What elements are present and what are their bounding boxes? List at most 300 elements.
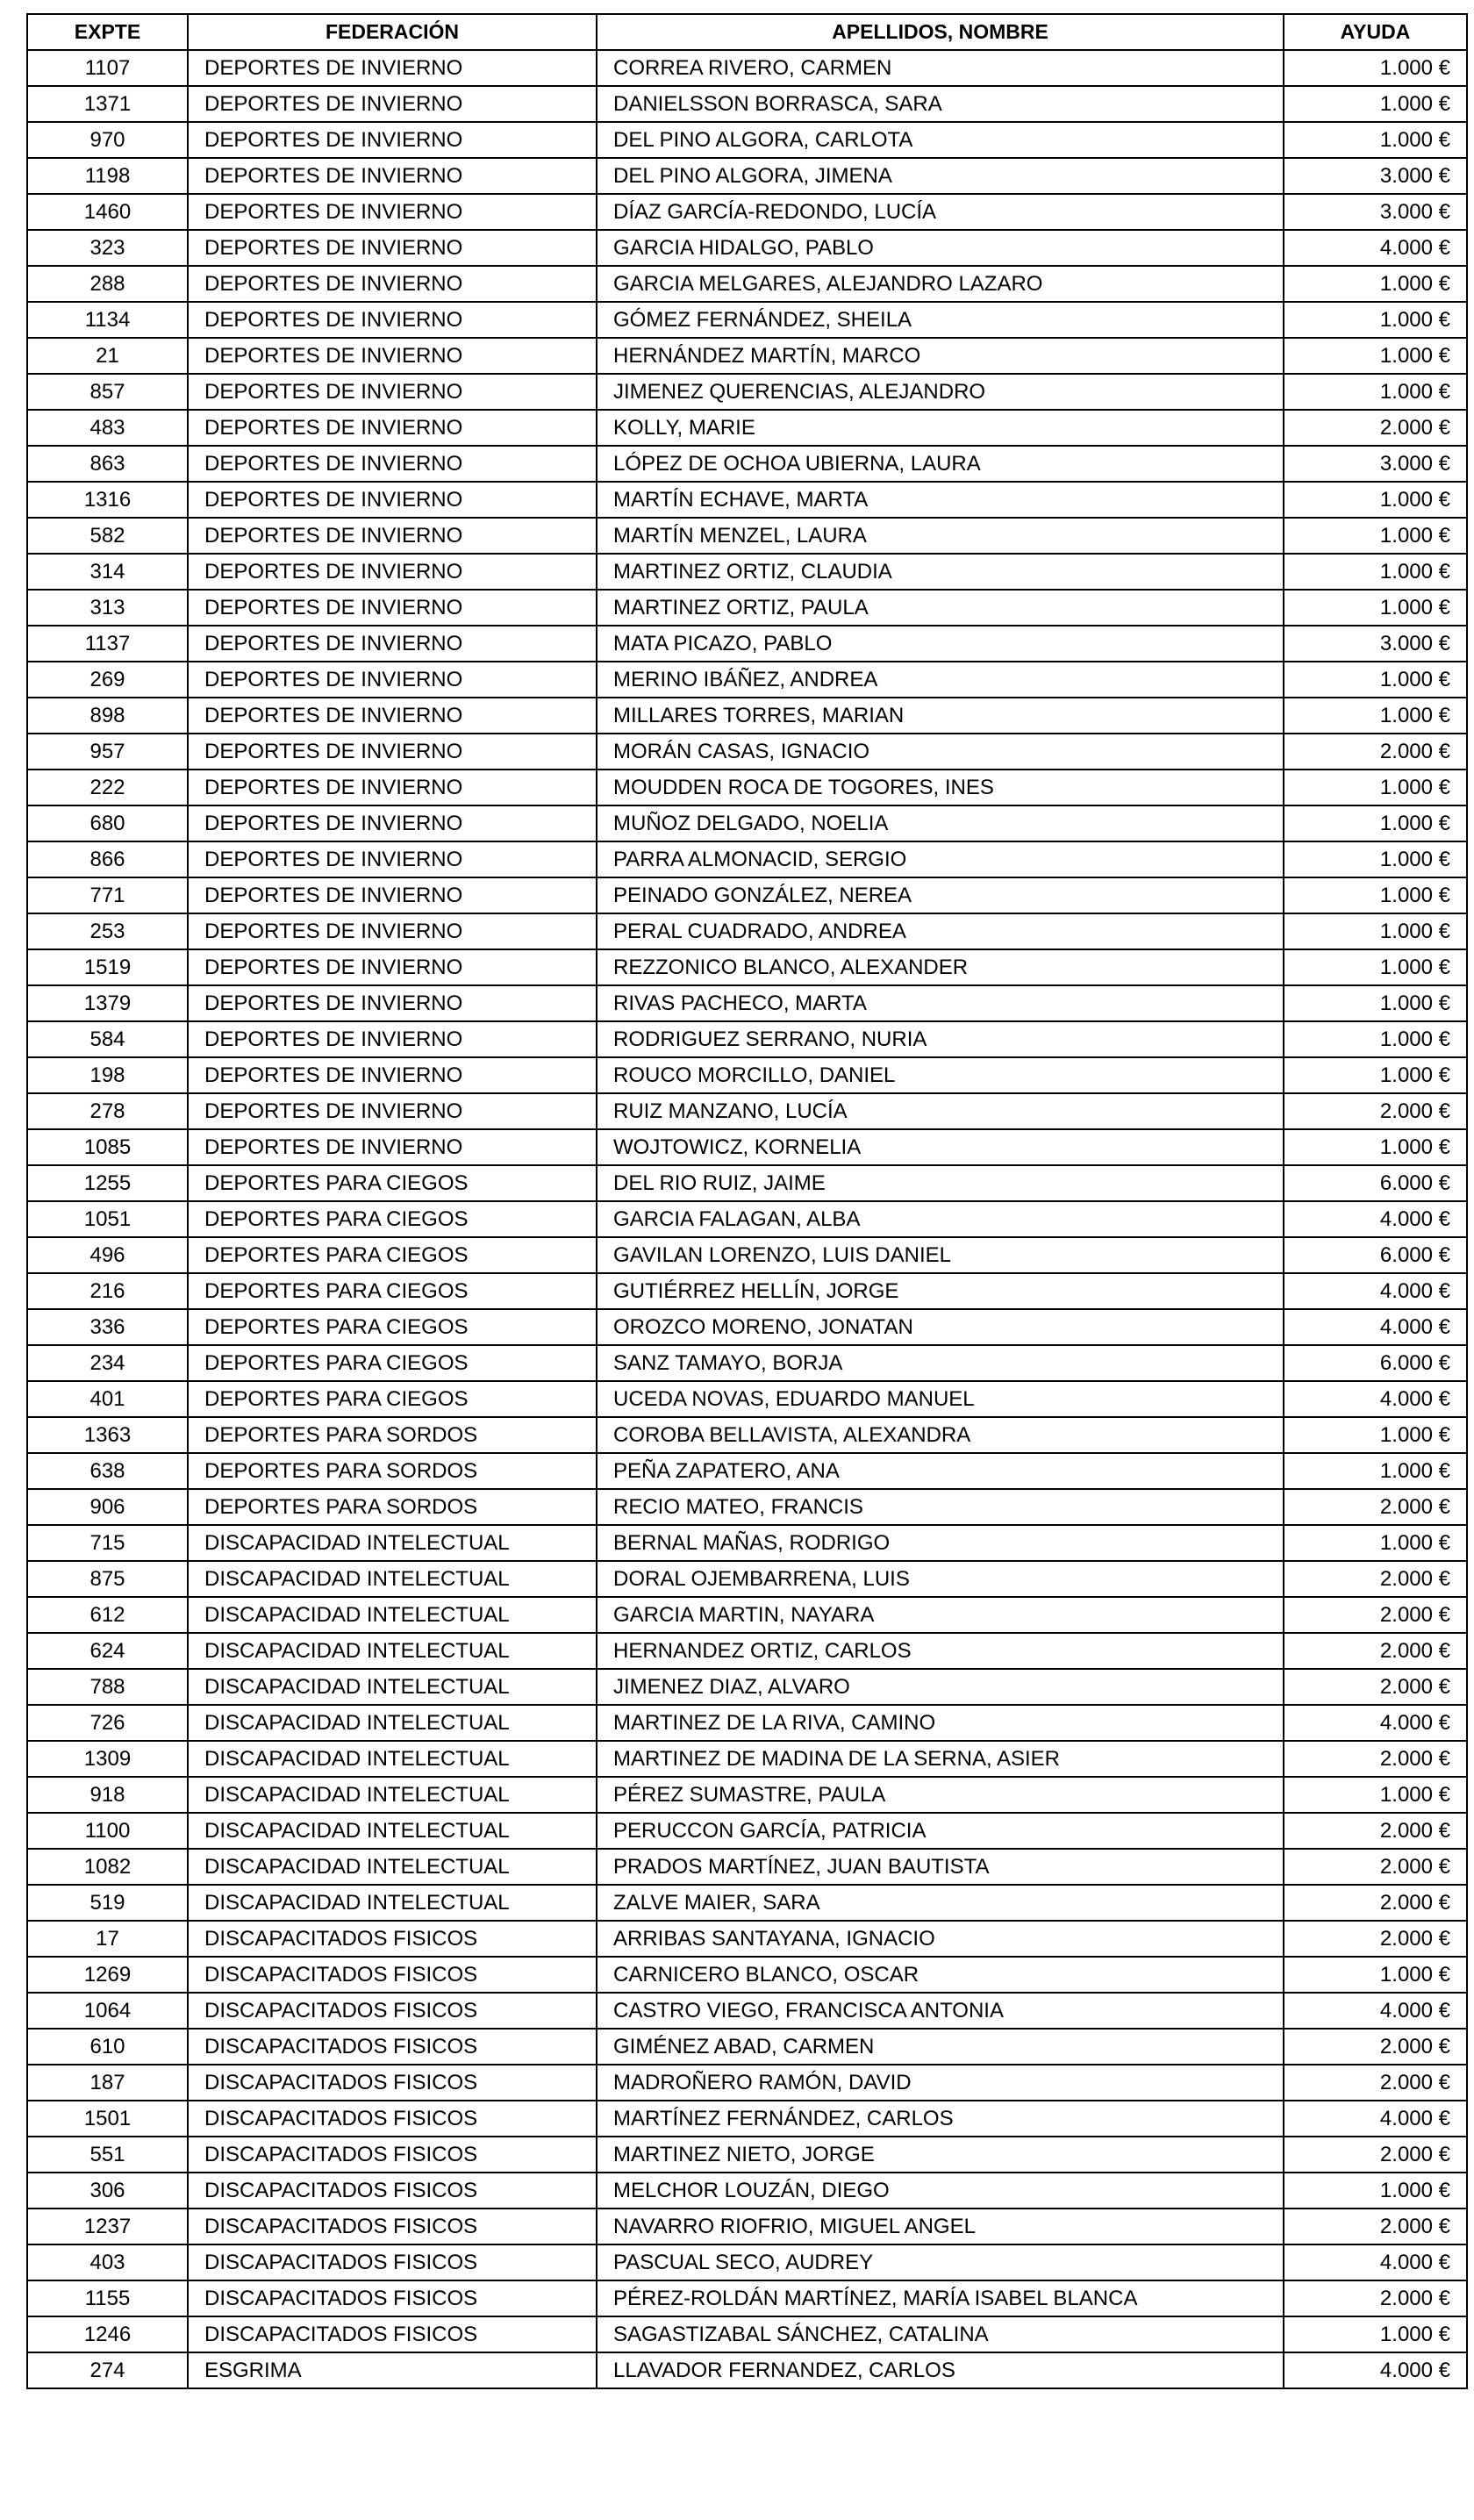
table-row xyxy=(27,122,1467,158)
table-row xyxy=(27,985,1467,1021)
cell-nombre: PERUCCON GARCÍA, PATRICIA xyxy=(597,1813,1284,1849)
cell-ayuda: 1.000 € xyxy=(1284,1057,1467,1093)
cell-expte: 1198 xyxy=(27,158,188,194)
cell-expte: 715 xyxy=(27,1525,188,1561)
cell-nombre: MARTINEZ DE LA RIVA, CAMINO xyxy=(597,1705,1284,1741)
table-header xyxy=(27,14,1467,50)
table-row xyxy=(27,1273,1467,1309)
table-row xyxy=(27,2280,1467,2316)
cell-ayuda: 2.000 € xyxy=(1284,2280,1467,2316)
table-row xyxy=(27,554,1467,590)
cell-nombre: BERNAL MAÑAS, RODRIGO xyxy=(597,1525,1284,1561)
cell-ayuda: 2.000 € xyxy=(1284,1813,1467,1849)
cell-federacion: DISCAPACITADOS FISICOS xyxy=(188,1993,597,2029)
cell-ayuda: 4.000 € xyxy=(1284,230,1467,266)
cell-expte: 187 xyxy=(27,2065,188,2101)
cell-expte: 584 xyxy=(27,1021,188,1057)
cell-nombre: PRADOS MARTÍNEZ, JUAN BAUTISTA xyxy=(597,1849,1284,1885)
cell-federacion: DEPORTES PARA SORDOS xyxy=(188,1417,597,1453)
cell-federacion: DEPORTES DE INVIERNO xyxy=(188,1021,597,1057)
cell-ayuda: 1.000 € xyxy=(1284,50,1467,86)
cell-ayuda: 1.000 € xyxy=(1284,985,1467,1021)
cell-federacion: DEPORTES DE INVIERNO xyxy=(188,841,597,877)
cell-expte: 726 xyxy=(27,1705,188,1741)
cell-federacion: DISCAPACIDAD INTELECTUAL xyxy=(188,1669,597,1705)
cell-expte: 1237 xyxy=(27,2209,188,2244)
table-body xyxy=(27,50,1467,2388)
cell-nombre: DÍAZ GARCÍA-REDONDO, LUCÍA xyxy=(597,194,1284,230)
cell-federacion: DISCAPACITADOS FISICOS xyxy=(188,2316,597,2352)
table-row xyxy=(27,1057,1467,1093)
cell-ayuda: 4.000 € xyxy=(1284,2244,1467,2280)
cell-expte: 1309 xyxy=(27,1741,188,1777)
header-row xyxy=(27,14,1467,50)
cell-federacion: DISCAPACITADOS FISICOS xyxy=(188,2065,597,2101)
cell-expte: 234 xyxy=(27,1345,188,1381)
cell-federacion: DISCAPACITADOS FISICOS xyxy=(188,2101,597,2137)
cell-ayuda: 1.000 € xyxy=(1284,913,1467,949)
cell-ayuda: 3.000 € xyxy=(1284,446,1467,482)
cell-federacion: DISCAPACITADOS FISICOS xyxy=(188,1921,597,1957)
cell-federacion: ESGRIMA xyxy=(188,2352,597,2388)
cell-ayuda: 4.000 € xyxy=(1284,1993,1467,2029)
cell-federacion: DEPORTES PARA CIEGOS xyxy=(188,1309,597,1345)
header-federacion: FEDERACIÓN xyxy=(188,14,597,50)
table-row xyxy=(27,1849,1467,1885)
cell-nombre: DEL PINO ALGORA, JIMENA xyxy=(597,158,1284,194)
table-row xyxy=(27,50,1467,86)
cell-ayuda: 4.000 € xyxy=(1284,2101,1467,2137)
table-row xyxy=(27,1741,1467,1777)
cell-nombre: DEL PINO ALGORA, CARLOTA xyxy=(597,122,1284,158)
cell-ayuda: 2.000 € xyxy=(1284,734,1467,770)
cell-ayuda: 1.000 € xyxy=(1284,374,1467,410)
cell-federacion: DEPORTES DE INVIERNO xyxy=(188,302,597,338)
table-row xyxy=(27,482,1467,518)
header-nombre: APELLIDOS, NOMBRE xyxy=(597,14,1284,50)
cell-nombre: GAVILAN LORENZO, LUIS DANIEL xyxy=(597,1237,1284,1273)
cell-ayuda: 2.000 € xyxy=(1284,1597,1467,1633)
cell-federacion: DEPORTES DE INVIERNO xyxy=(188,86,597,122)
table-row xyxy=(27,1381,1467,1417)
cell-federacion: DISCAPACIDAD INTELECTUAL xyxy=(188,1813,597,1849)
cell-nombre: HERNANDEZ ORTIZ, CARLOS xyxy=(597,1633,1284,1669)
cell-expte: 1371 xyxy=(27,86,188,122)
table-row xyxy=(27,1417,1467,1453)
table-row xyxy=(27,1309,1467,1345)
cell-nombre: MARTINEZ ORTIZ, CLAUDIA xyxy=(597,554,1284,590)
cell-expte: 222 xyxy=(27,770,188,805)
cell-ayuda: 6.000 € xyxy=(1284,1165,1467,1201)
cell-expte: 1064 xyxy=(27,1993,188,2029)
cell-federacion: DEPORTES DE INVIERNO xyxy=(188,1057,597,1093)
header-ayuda: AYUDA xyxy=(1284,14,1467,50)
cell-federacion: DEPORTES DE INVIERNO xyxy=(188,913,597,949)
cell-ayuda: 2.000 € xyxy=(1284,410,1467,446)
cell-expte: 582 xyxy=(27,518,188,554)
table-row xyxy=(27,1705,1467,1741)
cell-nombre: RIVAS PACHECO, MARTA xyxy=(597,985,1284,1021)
cell-nombre: PÉREZ-ROLDÁN MARTÍNEZ, MARÍA ISABEL BLANCA xyxy=(597,2280,1284,2316)
cell-ayuda: 3.000 € xyxy=(1284,626,1467,662)
cell-nombre: PARRA ALMONACID, SERGIO xyxy=(597,841,1284,877)
cell-expte: 336 xyxy=(27,1309,188,1345)
table-row xyxy=(27,2352,1467,2388)
cell-ayuda: 1.000 € xyxy=(1284,805,1467,841)
table-row xyxy=(27,2173,1467,2209)
cell-nombre: GARCIA MELGARES, ALEJANDRO LAZARO xyxy=(597,266,1284,302)
table-row xyxy=(27,805,1467,841)
cell-expte: 1082 xyxy=(27,1849,188,1885)
cell-ayuda: 1.000 € xyxy=(1284,2173,1467,2209)
cell-expte: 323 xyxy=(27,230,188,266)
cell-ayuda: 2.000 € xyxy=(1284,2065,1467,2101)
cell-federacion: DEPORTES DE INVIERNO xyxy=(188,50,597,86)
header-expte: EXPTE xyxy=(27,14,188,50)
cell-nombre: RODRIGUEZ SERRANO, NURIA xyxy=(597,1021,1284,1057)
cell-expte: 403 xyxy=(27,2244,188,2280)
cell-federacion: DEPORTES PARA SORDOS xyxy=(188,1453,597,1489)
cell-federacion: DISCAPACIDAD INTELECTUAL xyxy=(188,1633,597,1669)
cell-nombre: CORREA RIVERO, CARMEN xyxy=(597,50,1284,86)
cell-federacion: DEPORTES DE INVIERNO xyxy=(188,949,597,985)
table-row xyxy=(27,1093,1467,1129)
cell-expte: 1501 xyxy=(27,2101,188,2137)
cell-expte: 17 xyxy=(27,1921,188,1957)
table-row xyxy=(27,266,1467,302)
cell-expte: 269 xyxy=(27,662,188,698)
cell-nombre: PEÑA ZAPATERO, ANA xyxy=(597,1453,1284,1489)
cell-expte: 612 xyxy=(27,1597,188,1633)
cell-nombre: SAGASTIZABAL SÁNCHEZ, CATALINA xyxy=(597,2316,1284,2352)
table-row xyxy=(27,590,1467,626)
cell-nombre: MILLARES TORRES, MARIAN xyxy=(597,698,1284,734)
cell-ayuda: 2.000 € xyxy=(1284,1633,1467,1669)
cell-federacion: DEPORTES DE INVIERNO xyxy=(188,266,597,302)
cell-federacion: DEPORTES DE INVIERNO xyxy=(188,1129,597,1165)
cell-expte: 1316 xyxy=(27,482,188,518)
table-row xyxy=(27,2065,1467,2101)
table-row xyxy=(27,770,1467,805)
cell-federacion: DISCAPACIDAD INTELECTUAL xyxy=(188,1849,597,1885)
cell-ayuda: 2.000 € xyxy=(1284,2209,1467,2244)
cell-ayuda: 3.000 € xyxy=(1284,194,1467,230)
table-row xyxy=(27,1165,1467,1201)
cell-expte: 216 xyxy=(27,1273,188,1309)
cell-ayuda: 1.000 € xyxy=(1284,1453,1467,1489)
table-row xyxy=(27,1201,1467,1237)
cell-ayuda: 2.000 € xyxy=(1284,1921,1467,1957)
cell-ayuda: 4.000 € xyxy=(1284,1273,1467,1309)
cell-nombre: GUTIÉRREZ HELLÍN, JORGE xyxy=(597,1273,1284,1309)
cell-ayuda: 2.000 € xyxy=(1284,1561,1467,1597)
cell-federacion: DEPORTES DE INVIERNO xyxy=(188,590,597,626)
cell-nombre: PÉREZ SUMASTRE, PAULA xyxy=(597,1777,1284,1813)
cell-nombre: DORAL OJEMBARRENA, LUIS xyxy=(597,1561,1284,1597)
table-row xyxy=(27,518,1467,554)
table-row xyxy=(27,230,1467,266)
cell-nombre: GÓMEZ FERNÁNDEZ, SHEILA xyxy=(597,302,1284,338)
cell-ayuda: 4.000 € xyxy=(1284,1381,1467,1417)
cell-expte: 1137 xyxy=(27,626,188,662)
table-row xyxy=(27,1777,1467,1813)
cell-federacion: DISCAPACITADOS FISICOS xyxy=(188,2209,597,2244)
cell-nombre: JIMENEZ DIAZ, ALVARO xyxy=(597,1669,1284,1705)
table-row xyxy=(27,1237,1467,1273)
cell-ayuda: 1.000 € xyxy=(1284,518,1467,554)
cell-federacion: DEPORTES DE INVIERNO xyxy=(188,805,597,841)
cell-expte: 1519 xyxy=(27,949,188,985)
cell-nombre: WOJTOWICZ, KORNELIA xyxy=(597,1129,1284,1165)
cell-ayuda: 2.000 € xyxy=(1284,1885,1467,1921)
cell-nombre: GARCIA HIDALGO, PABLO xyxy=(597,230,1284,266)
cell-ayuda: 1.000 € xyxy=(1284,1957,1467,1993)
cell-expte: 1246 xyxy=(27,2316,188,2352)
cell-ayuda: 1.000 € xyxy=(1284,662,1467,698)
cell-ayuda: 4.000 € xyxy=(1284,1705,1467,1741)
cell-expte: 918 xyxy=(27,1777,188,1813)
table-row xyxy=(27,410,1467,446)
cell-expte: 288 xyxy=(27,266,188,302)
cell-federacion: DEPORTES DE INVIERNO xyxy=(188,122,597,158)
cell-nombre: UCEDA NOVAS, EDUARDO MANUEL xyxy=(597,1381,1284,1417)
table-row xyxy=(27,2244,1467,2280)
cell-nombre: RUIZ MANZANO, LUCÍA xyxy=(597,1093,1284,1129)
cell-ayuda: 1.000 € xyxy=(1284,1525,1467,1561)
cell-expte: 253 xyxy=(27,913,188,949)
cell-ayuda: 1.000 € xyxy=(1284,1777,1467,1813)
cell-ayuda: 1.000 € xyxy=(1284,482,1467,518)
table-row xyxy=(27,446,1467,482)
cell-nombre: ARRIBAS SANTAYANA, IGNACIO xyxy=(597,1921,1284,1957)
cell-nombre: MOUDDEN ROCA DE TOGORES, INES xyxy=(597,770,1284,805)
table-row xyxy=(27,2209,1467,2244)
cell-federacion: DISCAPACIDAD INTELECTUAL xyxy=(188,1741,597,1777)
cell-nombre: LLAVADOR FERNANDEZ, CARLOS xyxy=(597,2352,1284,2388)
cell-ayuda: 2.000 € xyxy=(1284,1669,1467,1705)
table-row xyxy=(27,1345,1467,1381)
table-row xyxy=(27,1993,1467,2029)
cell-expte: 313 xyxy=(27,590,188,626)
cell-expte: 519 xyxy=(27,1885,188,1921)
table-row xyxy=(27,2029,1467,2065)
cell-ayuda: 4.000 € xyxy=(1284,1309,1467,1345)
cell-expte: 274 xyxy=(27,2352,188,2388)
cell-ayuda: 2.000 € xyxy=(1284,1849,1467,1885)
cell-expte: 857 xyxy=(27,374,188,410)
table-row xyxy=(27,841,1467,877)
cell-ayuda: 1.000 € xyxy=(1284,338,1467,374)
table-row xyxy=(27,1525,1467,1561)
cell-expte: 314 xyxy=(27,554,188,590)
table-row xyxy=(27,1561,1467,1597)
table-row xyxy=(27,302,1467,338)
cell-expte: 551 xyxy=(27,2137,188,2173)
cell-expte: 1379 xyxy=(27,985,188,1021)
cell-federacion: DEPORTES DE INVIERNO xyxy=(188,410,597,446)
cell-ayuda: 1.000 € xyxy=(1284,1129,1467,1165)
cell-ayuda: 6.000 € xyxy=(1284,1237,1467,1273)
cell-federacion: DISCAPACIDAD INTELECTUAL xyxy=(188,1705,597,1741)
cell-nombre: MORÁN CASAS, IGNACIO xyxy=(597,734,1284,770)
cell-federacion: DEPORTES DE INVIERNO xyxy=(188,662,597,698)
cell-expte: 1134 xyxy=(27,302,188,338)
cell-nombre: MARTÍNEZ FERNÁNDEZ, CARLOS xyxy=(597,2101,1284,2137)
cell-ayuda: 2.000 € xyxy=(1284,1093,1467,1129)
table-row xyxy=(27,1957,1467,1993)
cell-nombre: CASTRO VIEGO, FRANCISCA ANTONIA xyxy=(597,1993,1284,2029)
cell-expte: 1155 xyxy=(27,2280,188,2316)
cell-nombre: KOLLY, MARIE xyxy=(597,410,1284,446)
cell-ayuda: 2.000 € xyxy=(1284,1741,1467,1777)
cell-federacion: DEPORTES DE INVIERNO xyxy=(188,734,597,770)
table-row xyxy=(27,194,1467,230)
cell-expte: 1460 xyxy=(27,194,188,230)
cell-expte: 306 xyxy=(27,2173,188,2209)
cell-federacion: DEPORTES PARA SORDOS xyxy=(188,1489,597,1525)
cell-federacion: DEPORTES DE INVIERNO xyxy=(188,985,597,1021)
cell-federacion: DEPORTES PARA CIEGOS xyxy=(188,1237,597,1273)
cell-expte: 898 xyxy=(27,698,188,734)
table-row xyxy=(27,949,1467,985)
cell-expte: 638 xyxy=(27,1453,188,1489)
cell-nombre: GIMÉNEZ ABAD, CARMEN xyxy=(597,2029,1284,2065)
cell-ayuda: 1.000 € xyxy=(1284,877,1467,913)
cell-expte: 771 xyxy=(27,877,188,913)
table-row xyxy=(27,2101,1467,2137)
cell-ayuda: 1.000 € xyxy=(1284,2316,1467,2352)
cell-ayuda: 1.000 € xyxy=(1284,1021,1467,1057)
cell-federacion: DISCAPACITADOS FISICOS xyxy=(188,2137,597,2173)
cell-expte: 863 xyxy=(27,446,188,482)
cell-nombre: PASCUAL SECO, AUDREY xyxy=(597,2244,1284,2280)
table-row xyxy=(27,877,1467,913)
cell-nombre: MARTÍN ECHAVE, MARTA xyxy=(597,482,1284,518)
cell-federacion: DEPORTES DE INVIERNO xyxy=(188,877,597,913)
table-row xyxy=(27,698,1467,734)
table-row xyxy=(27,1633,1467,1669)
cell-expte: 1100 xyxy=(27,1813,188,1849)
table-row xyxy=(27,86,1467,122)
cell-federacion: DEPORTES DE INVIERNO xyxy=(188,770,597,805)
cell-nombre: MUÑOZ DELGADO, NOELIA xyxy=(597,805,1284,841)
cell-federacion: DEPORTES DE INVIERNO xyxy=(188,482,597,518)
cell-federacion: DEPORTES PARA CIEGOS xyxy=(188,1381,597,1417)
cell-nombre: NAVARRO RIOFRIO, MIGUEL ANGEL xyxy=(597,2209,1284,2244)
cell-nombre: OROZCO MORENO, JONATAN xyxy=(597,1309,1284,1345)
cell-nombre: HERNÁNDEZ MARTÍN, MARCO xyxy=(597,338,1284,374)
table-row xyxy=(27,1021,1467,1057)
cell-nombre: REZZONICO BLANCO, ALEXANDER xyxy=(597,949,1284,985)
table-row xyxy=(27,1813,1467,1849)
cell-nombre: SANZ TAMAYO, BORJA xyxy=(597,1345,1284,1381)
cell-ayuda: 1.000 € xyxy=(1284,590,1467,626)
cell-federacion: DEPORTES DE INVIERNO xyxy=(188,554,597,590)
cell-ayuda: 4.000 € xyxy=(1284,2352,1467,2388)
table-row xyxy=(27,1453,1467,1489)
table-row xyxy=(27,1669,1467,1705)
cell-ayuda: 1.000 € xyxy=(1284,302,1467,338)
cell-federacion: DISCAPACIDAD INTELECTUAL xyxy=(188,1885,597,1921)
cell-federacion: DEPORTES DE INVIERNO xyxy=(188,626,597,662)
cell-ayuda: 2.000 € xyxy=(1284,2029,1467,2065)
cell-federacion: DISCAPACITADOS FISICOS xyxy=(188,2173,597,2209)
cell-nombre: MATA PICAZO, PABLO xyxy=(597,626,1284,662)
cell-nombre: MADROÑERO RAMÓN, DAVID xyxy=(597,2065,1284,2101)
cell-expte: 1269 xyxy=(27,1957,188,1993)
cell-expte: 1051 xyxy=(27,1201,188,1237)
cell-federacion: DEPORTES DE INVIERNO xyxy=(188,1093,597,1129)
cell-expte: 1107 xyxy=(27,50,188,86)
cell-ayuda: 2.000 € xyxy=(1284,1489,1467,1525)
cell-federacion: DISCAPACIDAD INTELECTUAL xyxy=(188,1597,597,1633)
cell-federacion: DEPORTES DE INVIERNO xyxy=(188,194,597,230)
cell-federacion: DEPORTES DE INVIERNO xyxy=(188,338,597,374)
cell-ayuda: 3.000 € xyxy=(1284,158,1467,194)
table-row xyxy=(27,158,1467,194)
cell-nombre: CARNICERO BLANCO, OSCAR xyxy=(597,1957,1284,1993)
cell-expte: 483 xyxy=(27,410,188,446)
cell-federacion: DISCAPACITADOS FISICOS xyxy=(188,1957,597,1993)
cell-federacion: DISCAPACITADOS FISICOS xyxy=(188,2029,597,2065)
cell-ayuda: 1.000 € xyxy=(1284,770,1467,805)
table-row xyxy=(27,626,1467,662)
cell-nombre: LÓPEZ DE OCHOA UBIERNA, LAURA xyxy=(597,446,1284,482)
cell-federacion: DEPORTES DE INVIERNO xyxy=(188,698,597,734)
cell-nombre: DEL RIO RUIZ, JAIME xyxy=(597,1165,1284,1201)
cell-nombre: MELCHOR LOUZÁN, DIEGO xyxy=(597,2173,1284,2209)
cell-nombre: MARTINEZ NIETO, JORGE xyxy=(597,2137,1284,2173)
cell-expte: 198 xyxy=(27,1057,188,1093)
table-row xyxy=(27,913,1467,949)
table-row xyxy=(27,1489,1467,1525)
cell-ayuda: 1.000 € xyxy=(1284,554,1467,590)
cell-expte: 610 xyxy=(27,2029,188,2065)
cell-federacion: DEPORTES DE INVIERNO xyxy=(188,446,597,482)
cell-federacion: DISCAPACIDAD INTELECTUAL xyxy=(188,1777,597,1813)
cell-federacion: DISCAPACIDAD INTELECTUAL xyxy=(188,1525,597,1561)
cell-nombre: PERAL CUADRADO, ANDREA xyxy=(597,913,1284,949)
table-row xyxy=(27,734,1467,770)
cell-federacion: DEPORTES DE INVIERNO xyxy=(188,230,597,266)
table-row xyxy=(27,1597,1467,1633)
cell-ayuda: 4.000 € xyxy=(1284,1201,1467,1237)
cell-federacion: DEPORTES DE INVIERNO xyxy=(188,518,597,554)
cell-nombre: COROBA BELLAVISTA, ALEXANDRA xyxy=(597,1417,1284,1453)
cell-federacion: DEPORTES PARA CIEGOS xyxy=(188,1165,597,1201)
cell-ayuda: 1.000 € xyxy=(1284,122,1467,158)
cell-expte: 906 xyxy=(27,1489,188,1525)
cell-expte: 970 xyxy=(27,122,188,158)
cell-expte: 1363 xyxy=(27,1417,188,1453)
cell-federacion: DISCAPACIDAD INTELECTUAL xyxy=(188,1561,597,1597)
cell-federacion: DEPORTES PARA CIEGOS xyxy=(188,1201,597,1237)
cell-ayuda: 1.000 € xyxy=(1284,698,1467,734)
cell-ayuda: 6.000 € xyxy=(1284,1345,1467,1381)
cell-ayuda: 1.000 € xyxy=(1284,841,1467,877)
cell-expte: 496 xyxy=(27,1237,188,1273)
cell-nombre: JIMENEZ QUERENCIAS, ALEJANDRO xyxy=(597,374,1284,410)
cell-ayuda: 1.000 € xyxy=(1284,86,1467,122)
cell-federacion: DEPORTES DE INVIERNO xyxy=(188,158,597,194)
cell-nombre: MARTÍN MENZEL, LAURA xyxy=(597,518,1284,554)
cell-federacion: DEPORTES DE INVIERNO xyxy=(188,374,597,410)
cell-expte: 875 xyxy=(27,1561,188,1597)
cell-ayuda: 1.000 € xyxy=(1284,266,1467,302)
cell-federacion: DISCAPACITADOS FISICOS xyxy=(188,2280,597,2316)
cell-expte: 401 xyxy=(27,1381,188,1417)
cell-expte: 624 xyxy=(27,1633,188,1669)
